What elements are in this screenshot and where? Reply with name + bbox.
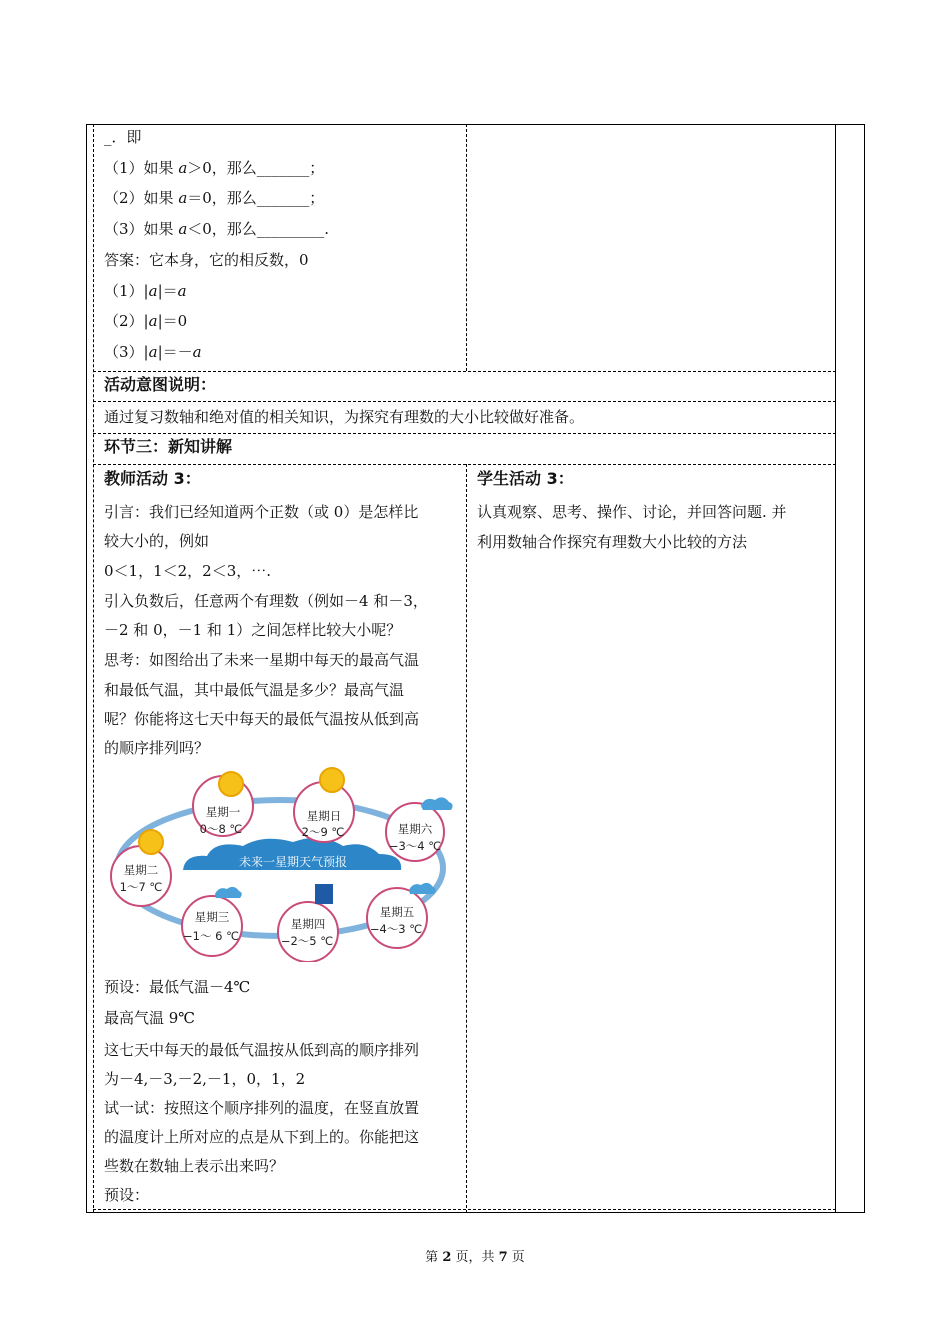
page-footer: 第 2 页，共 7 页 (425, 1250, 525, 1265)
day-name: 星期三 (194, 910, 230, 924)
teacher-line: 较大小的，例如 (104, 532, 210, 550)
banner-label: 未来一星期天气预报 (238, 855, 348, 869)
question-1: （1）如果 a＞0，那么_______； (104, 159, 325, 177)
teacher-line: 思考：如图给出了未来一星期中每天的最高气温 (104, 651, 420, 669)
teacher-line: 预设： (104, 1186, 150, 1204)
teacher-line: 这七天中每天的最低气温按从低到高的顺序排列 (104, 1041, 420, 1059)
teacher-line: 为－4,－3,－2,－1，0，1，2 (104, 1070, 306, 1088)
day-range: 0～8 ℃ (199, 822, 243, 836)
question-2: （2）如果 a＝0，那么_______； (104, 189, 325, 207)
row-divider (93, 433, 836, 434)
teacher-line: 最高气温 9℃ (104, 1009, 196, 1027)
day-mon (193, 772, 253, 836)
day-range: −2～5 ℃ (280, 934, 334, 948)
student-line: 利用数轴合作探究有理数大小比较的方法 (477, 533, 748, 551)
teacher-line: 呢？你能将这七天中每天的最低气温按从低到高 (104, 710, 420, 728)
teacher-line: 预设：最低气温－4℃ (104, 978, 251, 996)
teacher-line: 引入负数后，任意两个有理数（例如－4 和－3， (104, 592, 428, 610)
day-sat (386, 797, 453, 861)
answer-3: （3）|a|＝－a (104, 343, 202, 361)
day-name: 星期四 (290, 917, 326, 931)
answer-2: （2）|a|＝0 (104, 312, 188, 330)
question-3: （3）如果 a＜0，那么_________. (104, 220, 330, 238)
day-name: 星期五 (379, 905, 415, 919)
day-wed (182, 887, 242, 956)
teacher-line: 的顺序排列吗？ (104, 739, 210, 757)
row-divider (93, 371, 836, 372)
teacher-line: 些数在数轴上表示出来吗？ (104, 1157, 285, 1175)
day-range: 1～7 ℃ (119, 880, 163, 894)
current-page: 2 (442, 1250, 452, 1265)
teacher-line: 试一试：按照这个顺序排列的温度，在竖直放置 (104, 1099, 420, 1117)
day-sun (294, 768, 354, 842)
row-divider (93, 1209, 836, 1210)
day-name: 星期六 (397, 822, 433, 836)
cloud-icon (409, 883, 436, 894)
sun-icon (219, 772, 243, 796)
snow-icon (315, 884, 333, 904)
cloud-icon (421, 797, 453, 810)
day-thu (278, 884, 338, 962)
teacher-line: －2 和 0，－1 和 1）之间怎样比较大小呢？ (104, 621, 402, 639)
answer-1: （1）|a|＝a (104, 282, 187, 300)
cloud-icon (215, 887, 242, 898)
day-name: 星期日 (306, 809, 342, 823)
answer-line: 答案：它本身，它的相反数，0 (104, 251, 309, 269)
teacher-line: 和最低气温，其中最低气温是多少？最高气温 (104, 681, 405, 699)
teacher-line: 0＜1，1＜2，2＜3，⋯. (104, 562, 272, 580)
teacher-activity-heading: 教师活动 3： (104, 469, 201, 488)
intent-heading: 活动意图说明： (104, 375, 217, 394)
total-pages: 7 (498, 1250, 508, 1265)
row-divider (93, 464, 836, 465)
column-divider (466, 464, 467, 1213)
column-divider (466, 124, 467, 371)
day-range: 2～9 ℃ (301, 825, 345, 839)
day-fri (367, 883, 436, 948)
sun-icon (139, 830, 163, 854)
weather-forecast-figure (103, 766, 457, 962)
day-range: −3～4 ℃ (388, 839, 442, 853)
row-divider (93, 401, 836, 402)
student-line: 认真观察、思考、操作、讨论，并回答问题. 并 (477, 503, 787, 521)
day-range: −1～ 6 ℃ (183, 929, 239, 943)
day-name: 星期一 (205, 805, 241, 819)
section-heading: 环节三：新知讲解 (104, 437, 233, 456)
student-activity-heading: 学生活动 3： (477, 469, 574, 488)
day-range: −4～3 ℃ (369, 922, 423, 936)
day-name: 星期二 (123, 863, 159, 877)
day-tue (111, 830, 171, 906)
sun-icon (320, 768, 344, 792)
teacher-line: 的温度计上所对应的点是从下到上的。你能把这 (104, 1128, 420, 1146)
line-continued: _．即 (104, 128, 142, 146)
teacher-line: 引言：我们已经知道两个正数（或 0）是怎样比 (104, 503, 419, 521)
intent-text: 通过复习数轴和绝对值的相关知识，为探究有理数的大小比较做好准备。 (104, 408, 585, 426)
